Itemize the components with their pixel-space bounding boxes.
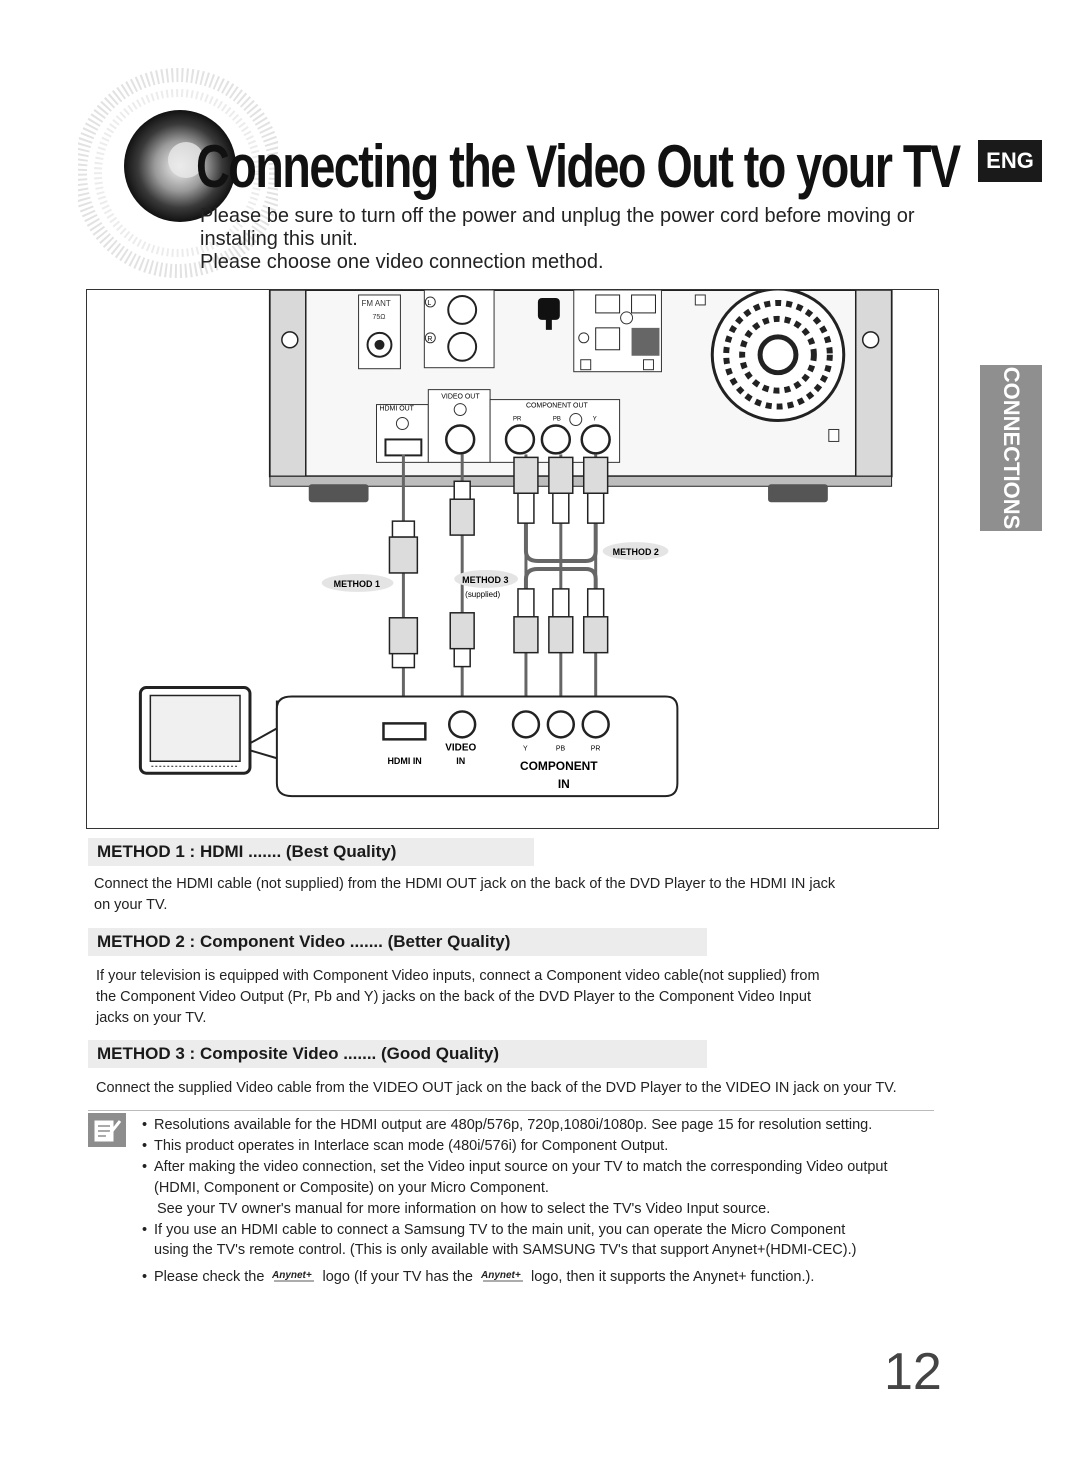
hdmi-in-label: HDMI IN [387,756,422,767]
note-text: If you use an HDMI cable to connect a Samsung TV to the main unit, you can operate the Micro Component [154,1222,846,1238]
anynet-logo-icon [268,1266,318,1284]
note-item: • If you use an HDMI cable to connect a Samsung TV to the main unit, you can operate the Micro Component [142,1222,846,1238]
connection-diagram [86,289,939,829]
note-item: • Please check the Anynet+ logo (If your TV has the Anynet+ logo, then it supports the Anynet+ function.). [142,1266,814,1288]
pb-out-label: PB [552,416,561,423]
intro-text-line: Please choose one video connection method. [200,251,604,273]
svg-text:Anynet+: Anynet+ [480,1270,521,1281]
note-text: This product operates in Interlace scan mode (480i/576i) for Component Output. [154,1138,669,1154]
method-2-heading-text: METHOD 2 : Component Video ....... (Better Quality) [97,932,511,951]
supplied-label: (supplied) [465,589,501,599]
note-continuation: (HDMI, Component or Composite) on your Micro Component. [154,1180,549,1196]
svg-text:Anynet+: Anynet+ [272,1270,313,1281]
note-text: logo (If your TV has the [322,1269,473,1285]
y-out-label: Y [592,416,597,423]
pb-in-label: PB [555,745,566,753]
intro-text-line: Please be sure to turn off the power and unplug the power cord before moving or [200,205,915,227]
hdmi-out-label: HDMI OUT [379,405,414,413]
intro-text-line: installing this unit. [200,228,358,250]
method-2-heading [88,928,707,956]
page-number: 12 [884,1343,942,1401]
note-text: logo, then it supports the Anynet+ function.). [531,1269,815,1285]
pr-in-label: PR [590,745,601,753]
method-1-label: METHOD 1 [333,578,380,589]
method-2-text [96,966,820,1029]
jack-r-label: R [427,335,433,343]
language-badge: ENG [978,140,1042,182]
method-1-text [94,874,835,916]
section-tab-label: CONNECTIONS [999,366,1024,530]
method-1-heading [88,838,534,866]
fm-ant-label: FM ANT [361,298,391,308]
video-in-label: VIDEO [445,742,477,754]
note-item: • This product operates in Interlace scan mode (480i/576i) for Component Output. [142,1138,669,1154]
video-out-label: VIDEO OUT [441,393,480,401]
tv-icon [140,688,276,774]
y-in-label: Y [522,745,528,753]
video-in-label-2: IN [456,756,466,767]
note-item: • Resolutions available for the HDMI output are 480p/576p, 720p,1080i/1080p. See page 15 for resolution setting. [142,1117,873,1133]
pr-out-label: PR [512,416,522,423]
method-3-heading-text: METHOD 3 : Composite Video ....... (Good Quality) [97,1044,500,1063]
notes-divider [88,1110,934,1111]
anynet-logo-icon [477,1266,527,1284]
method-1-line: Connect the HDMI cable (not supplied) from the HDMI OUT jack on the back of the DVD Player to the HDMI IN jack [94,876,836,892]
method-3-text [96,1078,897,1099]
method-3-line: Connect the supplied Video cable from the VIDEO OUT jack on the back of the DVD Player to the VIDEO IN jack on your TV. [96,1080,897,1096]
hdmi-cable [389,454,417,728]
jack-l-label: L [427,299,432,307]
note-continuation: using the TV's remote control. (This is only available with SAMSUNG TV's that support Anynet+(HDMI-CEC).) [154,1242,857,1258]
unit-back-panel [270,289,892,502]
component-out-label: COMPONENT OUT [525,402,588,410]
note-item: • After making the video connection, set the Video input source on your TV to match the corresponding Video output [142,1159,888,1175]
method-2-line: jacks on your TV. [96,1010,207,1026]
component-in-label: COMPONENT [519,759,598,774]
page-title: Connecting the Video Out to your TV [196,133,960,200]
method-2-label: METHOD 2 [612,547,659,558]
note-text: Please check the [154,1269,265,1285]
note-text: After making the video connection, set the Video input source on your TV to match the corresponding Video output [154,1159,888,1175]
note-pencil-icon [88,1113,126,1147]
note-text: Resolutions available for the HDMI output are 480p/576p, 720p,1080i/1080p. See page 15 for resolution setting. [154,1117,873,1133]
method-2-line: the Component Video Output (Pr, Pb and Y) jacks on the back of the DVD Player to the Component Video Input [96,989,811,1005]
ohm-label: 75Ω [372,313,386,321]
section-tab [980,365,1042,531]
method-1-line: on your TV. [94,897,168,913]
tv-input-panel [277,696,678,796]
component-video-cable [514,454,608,728]
method-3-label: METHOD 3 [462,574,509,585]
method-1-heading-text: METHOD 1 : HDMI ....... (Best Quality) [97,842,397,861]
component-in-label-2: IN [557,777,570,792]
note-continuation: See your TV owner's manual for more information on how to select the TV's Video Input source. [157,1201,771,1217]
method-3-heading [88,1040,707,1068]
method-2-line: If your television is equipped with Component Video inputs, connect a Component video cable(not supplied) from [96,968,820,984]
